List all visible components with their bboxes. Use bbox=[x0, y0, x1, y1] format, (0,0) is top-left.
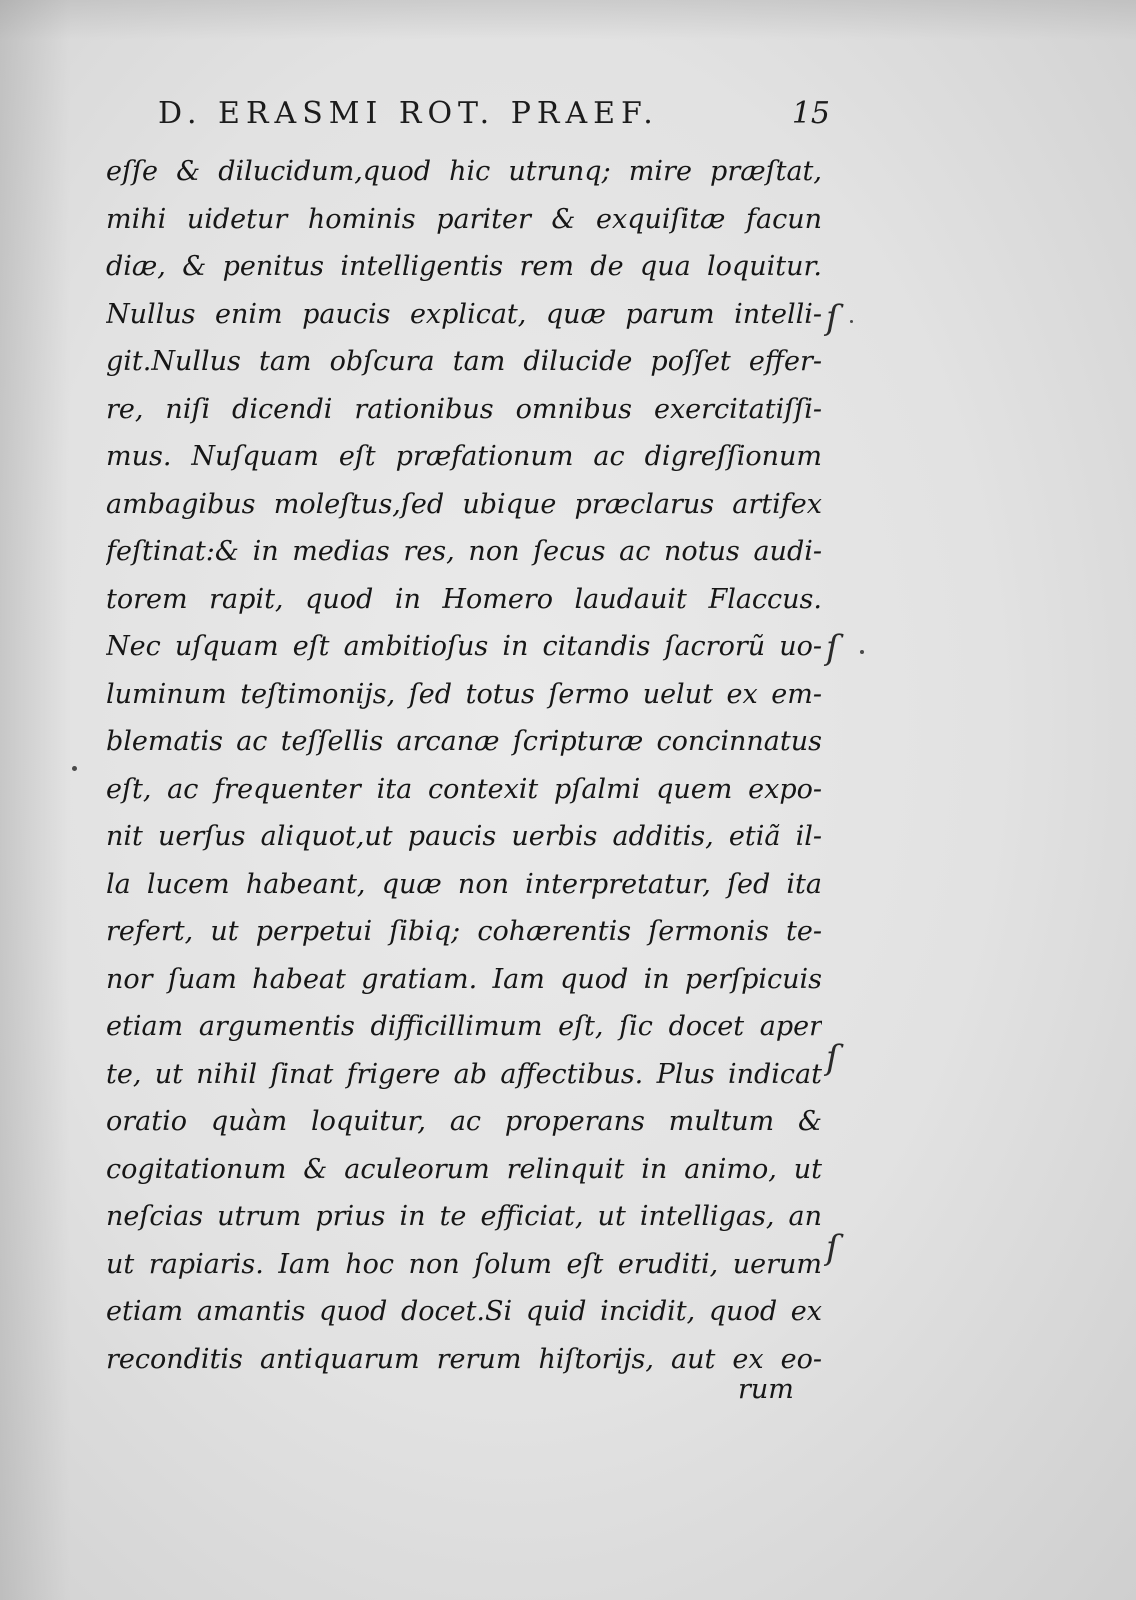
text-line: eſſe & dilucidum,quod hic utrunq; mire præſtat, bbox=[106, 156, 822, 187]
text-line: refert, ut perpetui ſibiq; cohærentis ſermonis te- bbox=[106, 916, 822, 947]
text-line: reconditis antiquarum rerum hiſtorijs, aut ex eo- bbox=[106, 1343, 822, 1375]
margin-mark: ſ bbox=[826, 1228, 839, 1268]
text-line: nor ſuam habeat gratiam. Iam quod in perſpicuis bbox=[106, 963, 822, 995]
text-line: git.Nullus tam obſcura tam dilucide poſſet effer- bbox=[106, 346, 822, 377]
text-line: mihi uidetur hominis pariter & exquiſitæ facun bbox=[106, 203, 822, 235]
text-line: ambagibus moleſtus,ſed ubique præclarus artifex bbox=[106, 488, 822, 520]
ink-speck bbox=[72, 766, 77, 771]
ink-speck bbox=[860, 650, 864, 654]
text-line: torem rapit, quod in Homero laudauit Flaccus. bbox=[106, 583, 822, 615]
text-line: neſcias utrum prius in te efficiat, ut intelligas, an bbox=[106, 1201, 822, 1232]
text-line: Nec uſquam eſt ambitioſus in citandis ſacrorũ uo- bbox=[106, 631, 822, 662]
text-line: ut rapiaris. Iam hoc non ſolum eſt eruditi, uerum bbox=[106, 1248, 822, 1280]
text-line: re, niſi dicendi rationibus omnibus exercitatiſſi- bbox=[106, 393, 822, 425]
text-line: mus. Nuſquam eſt præfationum ac digreſſionum bbox=[106, 441, 822, 472]
text-line: nit uerſus aliquot,ut paucis uerbis additis, etiã il- bbox=[106, 821, 822, 852]
text-line: te, ut nihil ſinat frigere ab affectibus. Plus indicat bbox=[106, 1058, 822, 1090]
text-line: etiam argumentis difficillimum eſt, ſic docet aper bbox=[106, 1011, 822, 1042]
margin-mark: ſ bbox=[826, 298, 839, 338]
text-line: oratio quàm loquitur, ac properans multum & bbox=[106, 1106, 822, 1137]
text-line: blematis ac teſſellis arcanæ ſcripturæ concinnatus bbox=[106, 726, 822, 757]
text-line: luminum teſtimonijs, ſed totus ſermo uelut ex em- bbox=[106, 678, 822, 710]
text-line: eſt, ac frequenter ita contexit pſalmi quem expo- bbox=[106, 773, 822, 805]
text-line: la lucem habeant, quæ non interpretatur, ſed ita bbox=[106, 868, 822, 900]
running-header bbox=[158, 92, 838, 136]
margin-mark: ſ bbox=[826, 1038, 839, 1078]
ink-speck bbox=[850, 320, 853, 323]
catchword: rum bbox=[738, 1374, 794, 1405]
body-text bbox=[106, 148, 822, 1383]
text-line: Nullus enim paucis explicat, quæ parum intelli- bbox=[106, 298, 822, 330]
text-line: cogitationum & aculeorum relinquit in animo, ut bbox=[106, 1153, 822, 1185]
page-number: 15 bbox=[791, 96, 830, 131]
margin-mark: ſ bbox=[826, 628, 839, 668]
text-line: etiam amantis quod docet.Si quid incidit, quod ex bbox=[106, 1296, 822, 1327]
text-line: diæ, & penitus intelligentis rem de qua loquitur. bbox=[106, 251, 822, 282]
running-title: D. ERASMI ROT. PRAEF. bbox=[158, 96, 659, 131]
text-line: feſtinat:& in medias res, non ſecus ac notus audi- bbox=[106, 536, 822, 567]
